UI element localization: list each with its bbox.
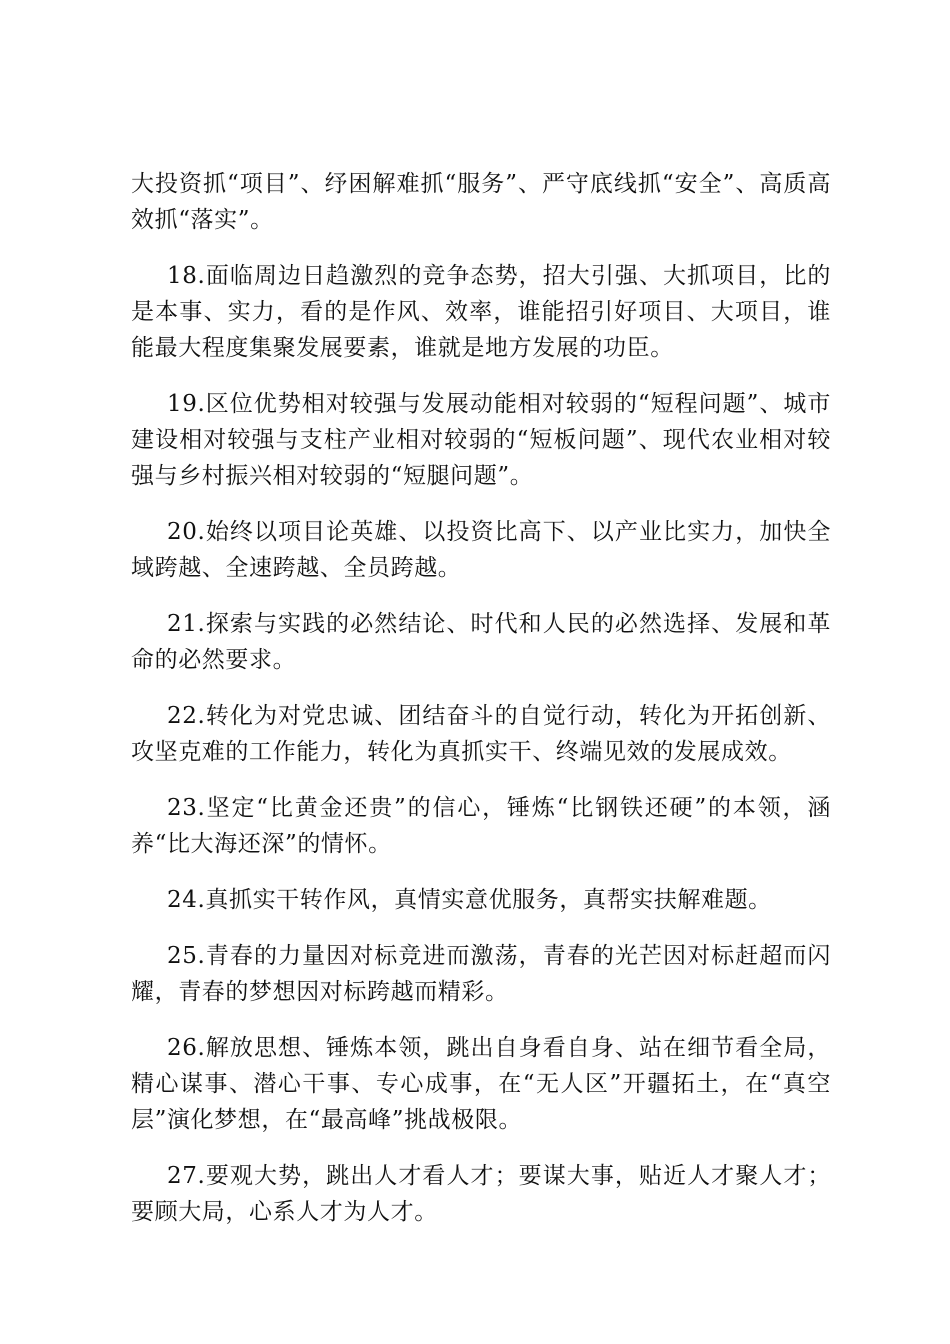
document-page: [131, 166, 831, 1250]
paragraph-continuation: 大投资抓“项目”、纾困解难抓“服务”、严守底线抓“安全”、高质高效抓“落实”。: [131, 171, 831, 233]
paragraph-item-25: 25.青春的力量因对标竞进而激荡，青春的光芒因对标赶超而闪耀，青春的梦想因对标跨越而精彩。: [131, 943, 831, 1005]
paragraph-item-19: 19.区位优势相对较强与发展动能相对较弱的“短程问题”、城市建设相对较强与支柱产业相对较弱的“短板问题”、现代农业相对较强与乡村振兴相对较弱的“短腿问题”。: [131, 391, 831, 489]
paragraph-item-21: 21.探索与实践的必然结论、时代和人民的必然选择、发展和革命的必然要求。: [131, 611, 831, 673]
paragraph-item-23: 23.坚定“比黄金还贵”的信心，锤炼“比钢铁还硬”的本领，涵养“比大海还深”的情怀。: [131, 795, 831, 857]
paragraph-item-22: 22.转化为对党忠诚、团结奋斗的自觉行动，转化为开拓创新、攻坚克难的工作能力，转化为真抓实干、终端见效的发展成效。: [131, 703, 831, 765]
paragraph-item-20: 20.始终以项目论英雄、以投资比高下、以产业比实力，加快全域跨越、全速跨越、全员跨越。: [131, 519, 831, 581]
paragraph-item-18: 18.面临周边日趋激烈的竞争态势，招大引强、大抓项目，比的是本事、实力，看的是作风、效率，谁能招引好项目、大项目，谁能最大程度集聚发展要素，谁就是地方发展的功臣。: [131, 263, 831, 361]
paragraph-item-26: 26.解放思想、锤炼本领，跳出自身看自身、站在细节看全局，精心谋事、潜心干事、专心成事，在“无人区”开疆拓土，在“真空层”演化梦想，在“最高峰”挑战极限。: [131, 1035, 831, 1133]
paragraph-item-27: 27.要观大势，跳出人才看人才；要谋大事，贴近人才聚人才；要顾大局，心系人才为人才。: [131, 1163, 831, 1225]
paragraph-item-24: 24.真抓实干转作风，真情实意优服务，真帮实扶解难题。: [167, 887, 772, 913]
